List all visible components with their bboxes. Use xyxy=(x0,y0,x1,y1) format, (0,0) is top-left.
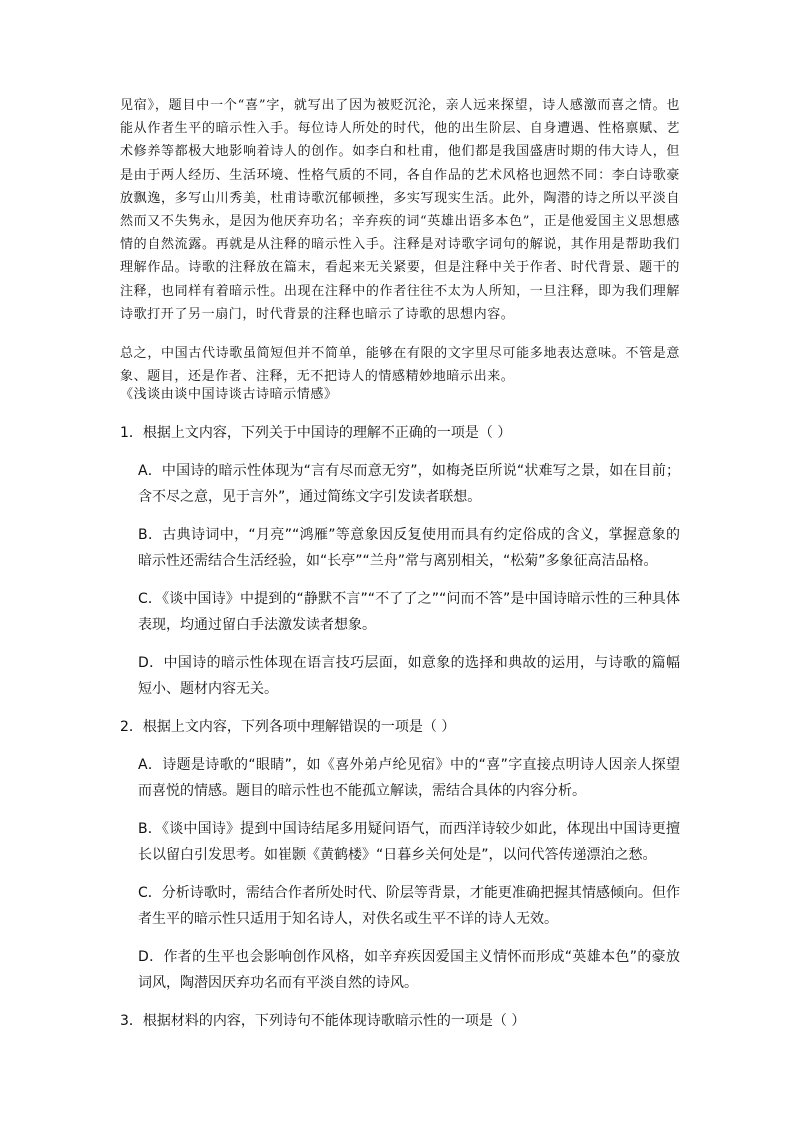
option-d: D．中国诗的暗示性体现在语言技巧层面，如意象的选择和典故的运用，与诗歌的篇幅短小、题材内容无关。 xyxy=(138,655,680,697)
passage-paragraph-1: 见宿》，题目中一个“喜”字，就写出了因为被贬沉沦，亲人远来探望，诗人感激而喜之情。也能从作者生平的暗示性入手。每位诗人所处的时代，他的出生阶层、自身遭遇、性格禀赋、艺术修养等都极大地影响着诗人的创作。如李白和杜甫，他们都是我国盛唐时期的伟大诗人，但是由于两人经历、生活环境、性格气质的不同，各自作品的艺术风格也迥然不同：李白诗歌豪放飘逸，多写山川秀美，杜甫诗歌沉郁顿挫，多实写现实生活。此外，陶潜的诗之所以平淡自然而又不失隽永，是因为他厌弃功名；辛弃疾的词“英雄出语多本色”，正是他爱国主义思想感情的自然流露。再就是从注释的暗示性入手。注释是对诗歌字词句的解说，其作用是帮助我们理解作品。诗歌的注释放在篇末，看起来无关紧要，但是注释中关于作者、时代背景、题干的注释，也同样有着暗示性。出现在注释中的作者往往不太为人所知，一旦注释，即为我们理解诗歌打开了另一扇门，时代背景的注释也暗示了诗歌的思想内容。 xyxy=(120,98,680,322)
passage-source: 《浅谈由谈中国诗谈古诗暗示情感》 xyxy=(120,387,338,402)
question-3 xyxy=(120,1008,680,1034)
question-1 xyxy=(120,420,680,702)
question-stem: 1．根据上文内容，下列关于中国诗的理解不正确的一项是（ ） xyxy=(120,425,512,441)
question-stem: 3．根据材料的内容，下列诗句不能体现诗歌暗示性的一项是（ ） xyxy=(120,1013,526,1029)
question-list xyxy=(120,420,680,1046)
option-c: C．分析诗歌时，需结合作者所处时代、阶层等背景，才能更准确把握其情感倾向。但作者生平的暗示性只适用于知名诗人，对佚名或生平不详的诗人无效。 xyxy=(138,885,680,927)
reading-passage xyxy=(120,94,680,388)
option-a: A．中国诗的暗示性体现为“言有尽而意无穷”，如梅尧臣所说“状难写之景，如在目前；含不尽之意，见于言外”，通过简练文字引发读者联想。 xyxy=(138,463,680,505)
question-stem: 2．根据上文内容，下列各项中理解错误的一项是（ ） xyxy=(120,719,456,735)
option-c: C．《谈中国诗》中提到的“静默不言”“不了了之”“问而不答”是中国诗暗示性的三种具体表现，均通过留白手法激发读者想象。 xyxy=(138,591,680,633)
option-b: B．《谈中国诗》提到中国诗结尾多用疑问语气，而西洋诗较少如此，体现出中国诗更擅长以留白引发思考。如崔颢《黄鹤楼》“日暮乡关何处是”，以问代答传递漂泊之愁。 xyxy=(138,821,680,863)
option-a: A．诗题是诗歌的“眼睛”，如《喜外弟卢纶见宿》中的“喜”字直接点明诗人因亲人探望而喜悦的情感。题目的暗示性也不能孤立解读，需结合具体的内容分析。 xyxy=(138,757,680,799)
passage-paragraph-2: 总之，中国古代诗歌虽简短但并不简单，能够在有限的文字里尽可能多地表达意味。不管是意象、题目，还是作者、注释，无不把诗人的情感精妙地暗示出来。 xyxy=(120,346,680,385)
question-2 xyxy=(120,714,680,996)
option-d: D．作者的生平也会影响创作风格，如辛弃疾因爱国主义情怀而形成“英雄本色”的豪放词风，陶潜因厌弃功名而有平淡自然的诗风。 xyxy=(138,949,680,991)
option-b: B．古典诗词中，“月亮”“鸿雁”等意象因反复使用而具有约定俗成的含义，掌握意象的暗示性还需结合生活经验，如“长亭”“兰舟”常与离别相关，“松菊”多象征高洁品格。 xyxy=(138,527,680,569)
